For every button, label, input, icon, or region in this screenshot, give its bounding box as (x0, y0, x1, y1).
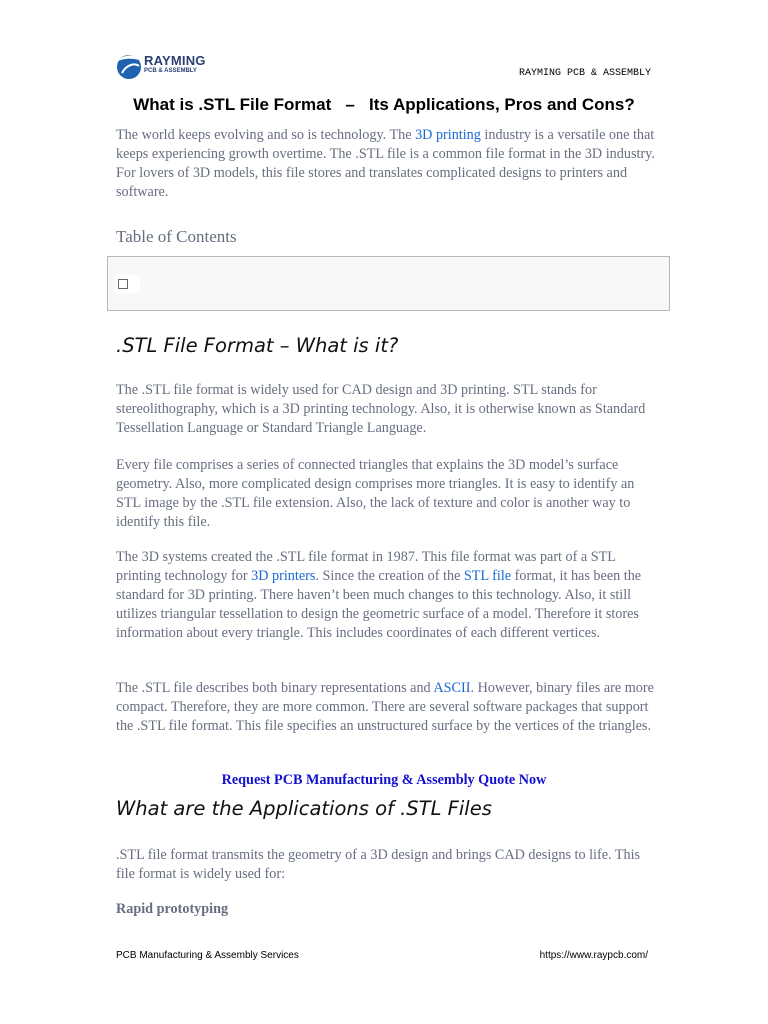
link-stl-file[interactable]: STL file (463, 568, 512, 584)
link-3d-printing[interactable]: 3D printing (415, 127, 481, 143)
binary-text-1: The .STL file describes both binary representations and (116, 680, 434, 696)
section-heading-applications: What are the Applications of .STL Files (116, 797, 492, 820)
toc-box (107, 256, 670, 311)
history-text-1: The 3D systems created the .STL file format in 1987. This file format was part of a STL printing technology for (116, 549, 616, 584)
paragraph-history (116, 548, 656, 643)
request-quote-link[interactable]: Request PCB Manufacturing & Assembly Quote Now (221, 772, 547, 788)
history-text-3: format, it has been the standard for 3D printing. There haven’t been much changes to this technology. Also, it still utilizes triangular tessellation to design the geometric surface of a model. Therefore it stores information about every triangle. This includes coordinates of each different vertices. (116, 568, 642, 641)
footer-url-link[interactable]: https://www.raypcb.com/ (539, 950, 648, 961)
subheading-rapid-prototyping: Rapid prototyping (116, 901, 229, 917)
toc-checkbox-icon[interactable] (118, 279, 128, 289)
paragraph-stl-definition: The .STL file format is widely used for CAD design and 3D printing. STL stands for stereolithography, which is a 3D printing technology. Also, it is otherwise known as Standard Tessellation Language or Standard Triangle Language. (116, 382, 646, 436)
toc-toggle[interactable] (116, 275, 140, 293)
page-title: What is .STL File Format – Its Applications, Pros and Cons? (133, 95, 635, 114)
logo-name: RAYMING (144, 53, 206, 68)
intro-paragraph (116, 126, 656, 202)
paragraph-applications-intro: .STL file format transmits the geometry of a 3D design and brings CAD designs to life. This file format is widely used for: (116, 847, 641, 882)
rayming-logo (115, 52, 215, 82)
binary-text-2: . However, binary files are more compact. Therefore, they are more common. There are several software packages that support the .STL file format. This file specifies an unstructured surface by the vertices of the triangles. (116, 680, 654, 734)
header-company: RAYMING PCB & ASSEMBLY (518, 68, 651, 79)
footer-services: PCB Manufacturing & Assembly Services (116, 950, 299, 961)
logo-mark-icon (115, 52, 143, 80)
link-3d-printers[interactable]: 3D printers (251, 568, 316, 584)
logo-subtitle: PCB & ASSEMBLY (144, 68, 197, 74)
toc-heading: Table of Contents (116, 227, 237, 246)
intro-text-2: industry is a versatile one that keeps experiencing growth overtime. The .STL file is a common file format in the 3D industry. For lovers of 3D models, this file stores and translates complicated designs to printers and software. (116, 127, 655, 200)
intro-text-1: The world keeps evolving and so is technology. The (116, 127, 416, 143)
paragraph-binary-ascii (116, 679, 656, 736)
paragraph-triangles: Every file comprises a series of connected triangles that explains the 3D model’s surface geometry. Also, more complicated design comprises more triangles. It is easy to identify an STL image by the .STL file extension. Also, the lack of texture and color is another way to identify this file. (116, 457, 635, 530)
history-text-2: . Since the creation of the (315, 568, 464, 584)
link-ascii[interactable]: ASCII (433, 680, 471, 696)
section-heading-stl-format: .STL File Format – What is it? (116, 334, 399, 357)
